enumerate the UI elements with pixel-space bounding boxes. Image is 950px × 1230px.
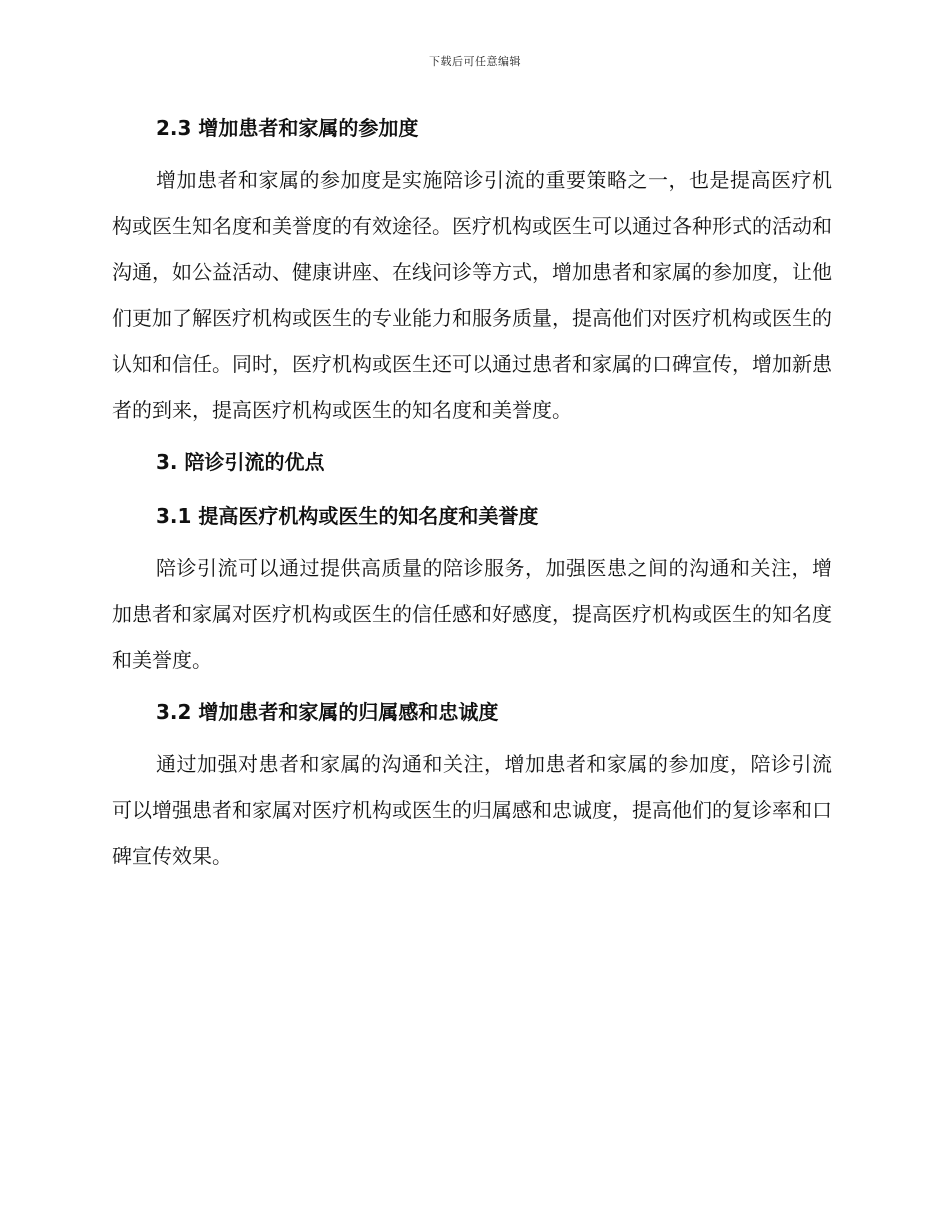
section-paragraph-3-2: 通过加强对患者和家属的沟通和关注，增加患者和家属的参加度，陪诊引流可以增强患者和家属对医疗机构或医生的归属感和忠诚度，提高他们的复诊率和口碑宣传效果。 (112, 752, 832, 868)
document-body (112, 113, 832, 879)
section-paragraph-2-3: 增加患者和家属的参加度是实施陪诊引流的重要策略之一，也是提高医疗机构或医生知名度和美誉度的有效途径。医疗机构或医生可以通过各种形式的活动和沟通，如公益活动、健康讲座、在线问诊等方式，增加患者和家属的参加度，让他们更加了解医疗机构或医生的专业能力和服务质量，提高他们对医疗机构或医生的认知和信任。同时，医疗机构或医生还可以通过患者和家属的口碑宣传，增加新患者的到来，提高医疗机构或医生的知名度和美誉度。 (112, 168, 832, 422)
section-heading-3-1: 3.1 提高医疗机构或医生的知名度和美誉度 (156, 504, 539, 528)
section-heading-3: 3. 陪诊引流的优点 (156, 450, 325, 474)
section-heading-3-2: 3.2 增加患者和家属的归属感和忠诚度 (156, 700, 499, 724)
header-note: 下载后可任意编辑 (429, 55, 521, 68)
section-paragraph-3-1: 陪诊引流可以通过提供高质量的陪诊服务，加强医患之间的沟通和关注，增加患者和家属对医疗机构或医生的信任感和好感度，提高医疗机构或医生的知名度和美誉度。 (112, 556, 832, 672)
section-heading-2-3: 2.3 增加患者和家属的参加度 (156, 116, 419, 140)
